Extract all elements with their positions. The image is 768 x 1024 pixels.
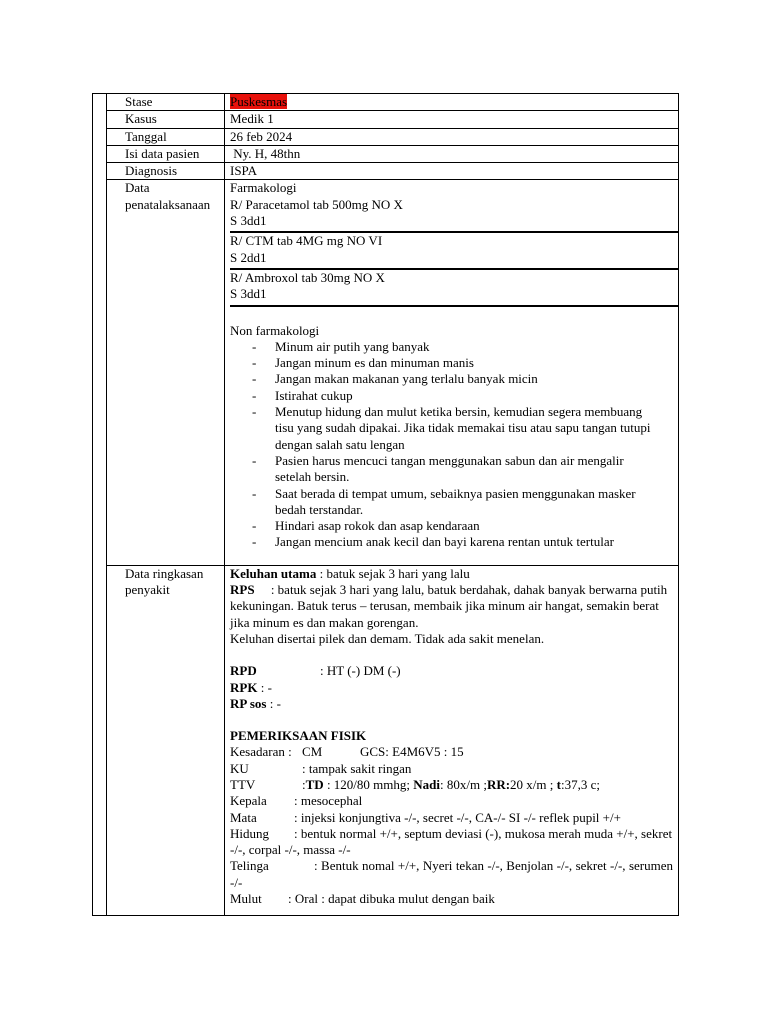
prescription-sig: S 2dd1: [230, 249, 267, 265]
non-farmakologi-title: Non farmakologi: [230, 322, 320, 338]
list-item: - Jangan minum es dan minuman manis: [230, 355, 653, 371]
gcs-text: GCS: E4M6V5 : 15: [360, 744, 464, 760]
keluhan-utama-label: Keluhan utama: [230, 565, 317, 581]
ttv-nadi-label: Nadi: [413, 776, 440, 792]
row-stase: [93, 94, 679, 111]
row-diagnosis: [93, 163, 679, 180]
rpk-label: RPK: [230, 679, 258, 695]
stase-value: Puskesmas: [230, 94, 288, 109]
spacer: [230, 712, 673, 728]
pemeriksaan-title-text: PEMERIKSAAN FISIK: [230, 728, 367, 744]
rpsos-text: : -: [266, 695, 281, 711]
row-ringkasan-penyakit: [93, 565, 679, 916]
ku: [230, 761, 673, 777]
kepala-label: Kepala: [230, 793, 267, 809]
isi-data-value: Ny. H, 48thn: [225, 145, 679, 162]
ttv-t-label: t: [556, 776, 561, 792]
rpd-text: : HT (-) DM (-): [320, 663, 401, 679]
farmakologi-title: Farmakologi: [230, 180, 297, 196]
penatalaksanaan-content: [225, 180, 679, 565]
prescription-3: [230, 270, 678, 305]
ttv-rr-label: RR:: [486, 776, 511, 792]
kasus-label: Kasus: [107, 111, 225, 128]
ttv-td-label: TD: [305, 776, 324, 792]
prescription-drug: R/ Paracetamol tab 500mg NO X: [230, 196, 403, 212]
rps-text: : batuk sejak 3 hari yang lalu, batuk berdahak, dahak banyak berwarna putih kekuningan. Batuk terus – terusan, membaik jika minum air hangat, semakin berat jika minum es dan makan gorengan.: [230, 582, 671, 630]
kasus-value: Medik 1: [225, 111, 679, 128]
diagnosis-label: Diagnosis: [107, 163, 225, 180]
prescription-1: [230, 197, 678, 232]
ringkasan-content: [225, 565, 679, 916]
telinga-label: Telinga: [230, 858, 269, 874]
telinga: [230, 858, 673, 891]
left-margin-column: [93, 94, 107, 916]
kesadaran-label: Kesadaran :: [230, 744, 292, 760]
prescription-drug: R/ CTM tab 4MG mg NO VI: [230, 233, 383, 249]
telinga-text: : Bentuk nomal +/+, Nyeri tekan -/-, Benjolan -/-, sekret -/-, serumen -/-: [230, 858, 673, 890]
rp-sos: [230, 696, 673, 712]
tanggal-value: 26 feb 2024: [225, 128, 679, 145]
ttv-prefix: :: [302, 776, 306, 792]
hidung: [230, 826, 673, 859]
list-item: - Jangan makan makanan yang terlalu banyak micin: [230, 371, 653, 387]
keluhan-utama-text: : batuk sejak 3 hari yang lalu: [316, 565, 470, 581]
hidung-text: : bentuk normal +/+, septum deviasi (-), mukosa merah muda +/+, sekret -/-, corpal -/-, massa -/-: [230, 825, 673, 858]
penatalaksanaan-label-line1: Data: [125, 180, 150, 196]
list-item: - Pasien harus mencuci tangan menggunakan sabun dan air mengalir setelah bersin.: [230, 453, 653, 486]
pemeriksaan-fisik-title: [230, 728, 673, 744]
spacer: [230, 647, 673, 663]
mulut-label: Mulut: [230, 891, 262, 907]
ttv-label: TTV: [230, 776, 256, 792]
row-tanggal: [93, 128, 679, 145]
row-penatalaksanaan: [93, 180, 679, 565]
prescription-2: [230, 233, 678, 268]
list-item: - Minum air putih yang banyak: [230, 339, 653, 355]
ringkasan-label-line2: penyakit: [125, 582, 170, 598]
mata-label: Mata: [230, 809, 257, 825]
ku-label: KU: [230, 760, 249, 776]
penatalaksanaan-label: [107, 180, 225, 565]
row-kasus: [93, 111, 679, 128]
mulut: [230, 891, 673, 907]
mata: [230, 810, 673, 826]
list-item: - Menutup hidung dan mulut ketika bersin, kemudian segera membuang tisu yang sudah dipakai. Jika tidak memakai tisu atau sapu tangan tutupi dengan salah satu lengan: [230, 404, 653, 453]
stase-value-cell: [225, 94, 679, 111]
ttv-rr-value: 20 x/m ;: [510, 776, 557, 792]
list-item: - Istirahat cukup: [230, 388, 653, 404]
row-isi-data-pasien: [93, 145, 679, 162]
mata-text: : injeksi konjungtiva -/-, secret -/-, CA-/- SI -/- reflek pupil +/+: [294, 809, 621, 825]
tanggal-label: Tanggal: [107, 128, 225, 145]
ringkasan-label: [107, 565, 225, 916]
rps-label: RPS: [230, 582, 255, 598]
rpk-text: : -: [257, 679, 272, 695]
rpk: [230, 680, 673, 696]
hidung-label: Hidung: [230, 825, 269, 841]
prescription-sig: S 3dd1: [230, 213, 267, 229]
isi-data-label: Isi data pasien: [107, 145, 225, 162]
kepala-text: : mesocephal: [294, 793, 363, 809]
prescription-drug: R/ Ambroxol tab 30mg NO X: [230, 269, 385, 285]
kesadaran-value: CM: [302, 744, 323, 760]
ttv-td-value: : 120/80 mmhg;: [323, 776, 414, 792]
case-report-table: [92, 93, 679, 916]
stase-label: Stase: [107, 94, 225, 111]
kepala: [230, 793, 673, 809]
rpd: [230, 663, 673, 679]
list-item: - Saat berada di tempat umum, sebaiknya pasien menggunakan masker bedah terstandar.: [230, 486, 653, 519]
list-item: - Hindari asap rokok dan asap kendaraan: [230, 518, 653, 534]
mulut-text: : Oral : dapat dibuka mulut dengan baik: [288, 891, 495, 907]
prescription-sig: S 3dd1: [230, 286, 267, 302]
ku-text: : tampak sakit ringan: [302, 760, 412, 776]
list-item: - Jangan mencium anak kecil dan bayi karena rentan untuk tertular: [230, 534, 653, 550]
keluhan-disertai: Keluhan disertai pilek dan demam. Tidak ada sakit menelan.: [230, 630, 545, 646]
ttv-nadi-value: : 80x/m ;: [439, 776, 487, 792]
spacer: [230, 307, 673, 323]
ttv-t-value: :37,3 c;: [560, 776, 600, 792]
rps: [230, 582, 673, 631]
rpsos-label: RP sos: [230, 695, 267, 711]
kesadaran: [230, 744, 673, 760]
rpd-label: RPD: [230, 663, 257, 679]
diagnosis-value: ISPA: [225, 163, 679, 180]
keluhan-utama: [230, 566, 673, 582]
ringkasan-label-line1: Data ringkasan: [125, 565, 204, 581]
non-farmakologi-list: [230, 339, 673, 551]
ttv: [230, 777, 673, 793]
penatalaksanaan-label-line2: penatalaksanaan: [125, 196, 211, 212]
